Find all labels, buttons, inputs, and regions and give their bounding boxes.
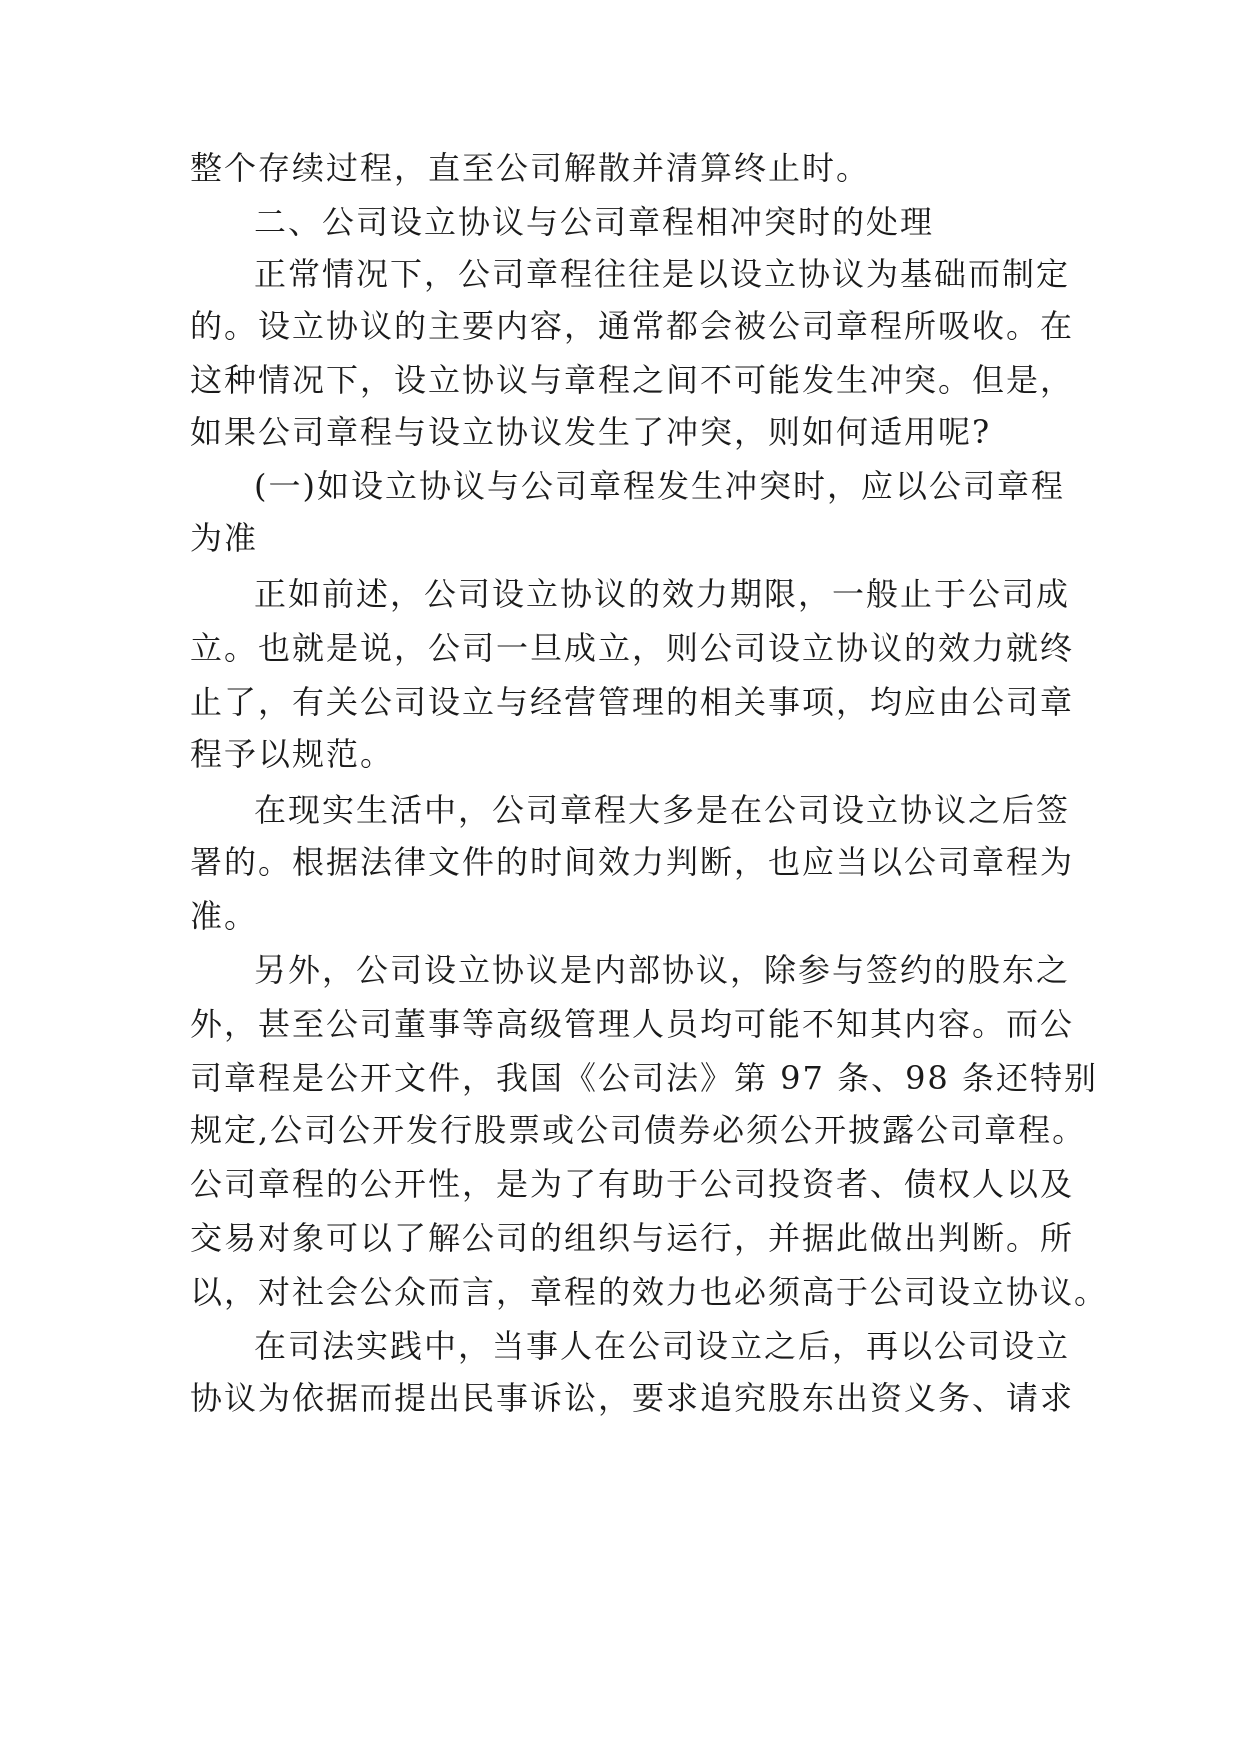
text-line: 司章程是公开文件，我国《公司法》第 97 条、98 条还特别 xyxy=(190,1059,1098,1097)
text-line: 止了，有关公司设立与经营管理的相关事项，均应由公司章 xyxy=(190,683,1075,721)
text-line: 外，甚至公司董事等高级管理人员均可能不知其内容。而公 xyxy=(190,1005,1075,1043)
text-line: 在现实生活中，公司章程大多是在公司设立协议之后签 xyxy=(254,791,1071,829)
text-line: 以，对社会公众而言，章程的效力也必须高于公司设立协议。 xyxy=(190,1273,1109,1311)
subsection-heading-cont: 为准 xyxy=(190,519,259,557)
text-line: 立。也就是说，公司一旦成立，则公司设立协议的效力就终 xyxy=(190,629,1075,667)
text-line: 规定,公司公开发行股票或公司债券必须公开披露公司章程。 xyxy=(190,1111,1087,1149)
text-line: 正常情况下，公司章程往往是以设立协议为基础而制定 xyxy=(254,255,1071,293)
text-line: 整个存续过程，直至公司解散并清算终止时。 xyxy=(190,149,871,187)
text-line: 交易对象可以了解公司的组织与运行，并据此做出判断。所 xyxy=(190,1219,1075,1257)
text-line: 如果公司章程与设立协议发生了冲突，则如何适用呢? xyxy=(190,413,992,451)
text-line: 公司章程的公开性，是为了有助于公司投资者、债权人以及 xyxy=(190,1165,1075,1203)
text-line: 的。设立协议的主要内容，通常都会被公司章程所吸收。在 xyxy=(190,307,1075,345)
text-line: 这种情况下，设立协议与章程之间不可能发生冲突。但是， xyxy=(190,361,1075,399)
text-line: 程予以规范。 xyxy=(190,735,395,773)
text-line: 协议为依据而提出民事诉讼，要求追究股东出资义务、请求 xyxy=(190,1379,1075,1417)
text-line: 另外，公司设立协议是内部协议，除参与签约的股东之 xyxy=(254,951,1071,989)
text-line: 在司法实践中，当事人在公司设立之后，再以公司设立 xyxy=(254,1327,1071,1365)
section-heading: 二、公司设立协议与公司章程相冲突时的处理 xyxy=(254,203,935,241)
subsection-heading: (一)如设立协议与公司章程发生冲突时，应以公司章程 xyxy=(254,467,1065,505)
text-line: 署的。根据法律文件的时间效力判断，也应当以公司章程为 xyxy=(190,843,1075,881)
text-line: 准。 xyxy=(190,897,259,935)
text-line: 正如前述，公司设立协议的效力期限，一般止于公司成 xyxy=(254,575,1071,613)
